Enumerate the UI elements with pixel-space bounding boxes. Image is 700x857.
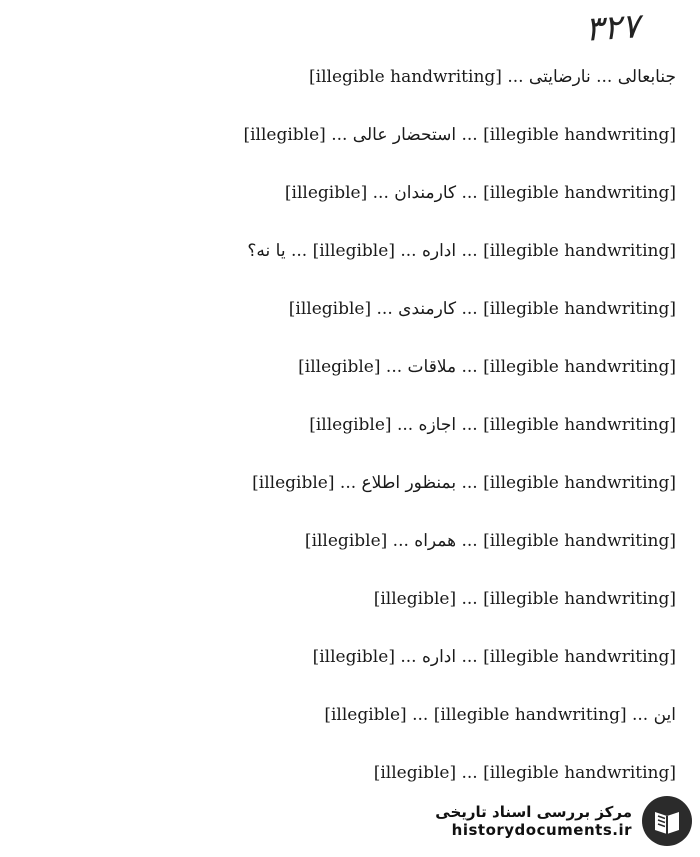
page-number: ۳۲۷: [583, 6, 642, 50]
watermark-url: historydocuments.ir: [451, 821, 632, 839]
text-line: [40, 454, 676, 512]
watermark-title: مرکز بررسی اسناد تاریخی: [435, 803, 632, 821]
text-line-content: [illegible handwriting] ... کارمندان ... [illegible]: [284, 183, 676, 203]
text-line-content: [illegible handwriting] ... [illegible]: [373, 763, 676, 783]
text-line-content: [illegible handwriting] ... استحضار عالی ... [illegible]: [243, 125, 676, 145]
text-line: [40, 48, 676, 106]
text-line-content: [illegible handwriting] ... اجازه ... [illegible]: [309, 415, 676, 435]
text-line: [40, 164, 676, 222]
text-line: [40, 628, 676, 686]
text-line-content: [illegible handwriting] ... [illegible]: [373, 589, 676, 609]
text-line-content: این ... [illegible handwriting] ... [illegible]: [324, 705, 676, 725]
text-line-content: [illegible handwriting] ... بمنظور اطلاع ... [illegible]: [252, 473, 676, 493]
text-line-content: [illegible handwriting] ... کارمندی ... [illegible]: [288, 299, 676, 319]
text-line: [40, 338, 676, 396]
text-line: [40, 222, 676, 280]
text-line-content: [illegible handwriting] ... اداره ... [illegible]: [312, 647, 676, 667]
text-line-content: [illegible handwriting] ... همراه ... [illegible]: [304, 531, 676, 551]
text-line: [40, 570, 676, 628]
watermark-text: [435, 803, 632, 839]
handwritten-text-block: [40, 48, 676, 802]
text-line: [40, 396, 676, 454]
book-logo-icon: [642, 796, 692, 846]
text-line-content: [illegible handwriting] ... ملاقات ... [illegible]: [298, 357, 676, 377]
text-line: [40, 106, 676, 164]
text-line: [40, 512, 676, 570]
text-line-content: جنابعالی ... نارضایتی ... [illegible handwriting]: [309, 67, 676, 87]
text-line-content: [illegible handwriting] ... اداره ... [illegible] ... یا نه؟: [247, 241, 676, 261]
text-line: [40, 280, 676, 338]
text-line: [40, 686, 676, 744]
archive-watermark: [392, 793, 692, 849]
